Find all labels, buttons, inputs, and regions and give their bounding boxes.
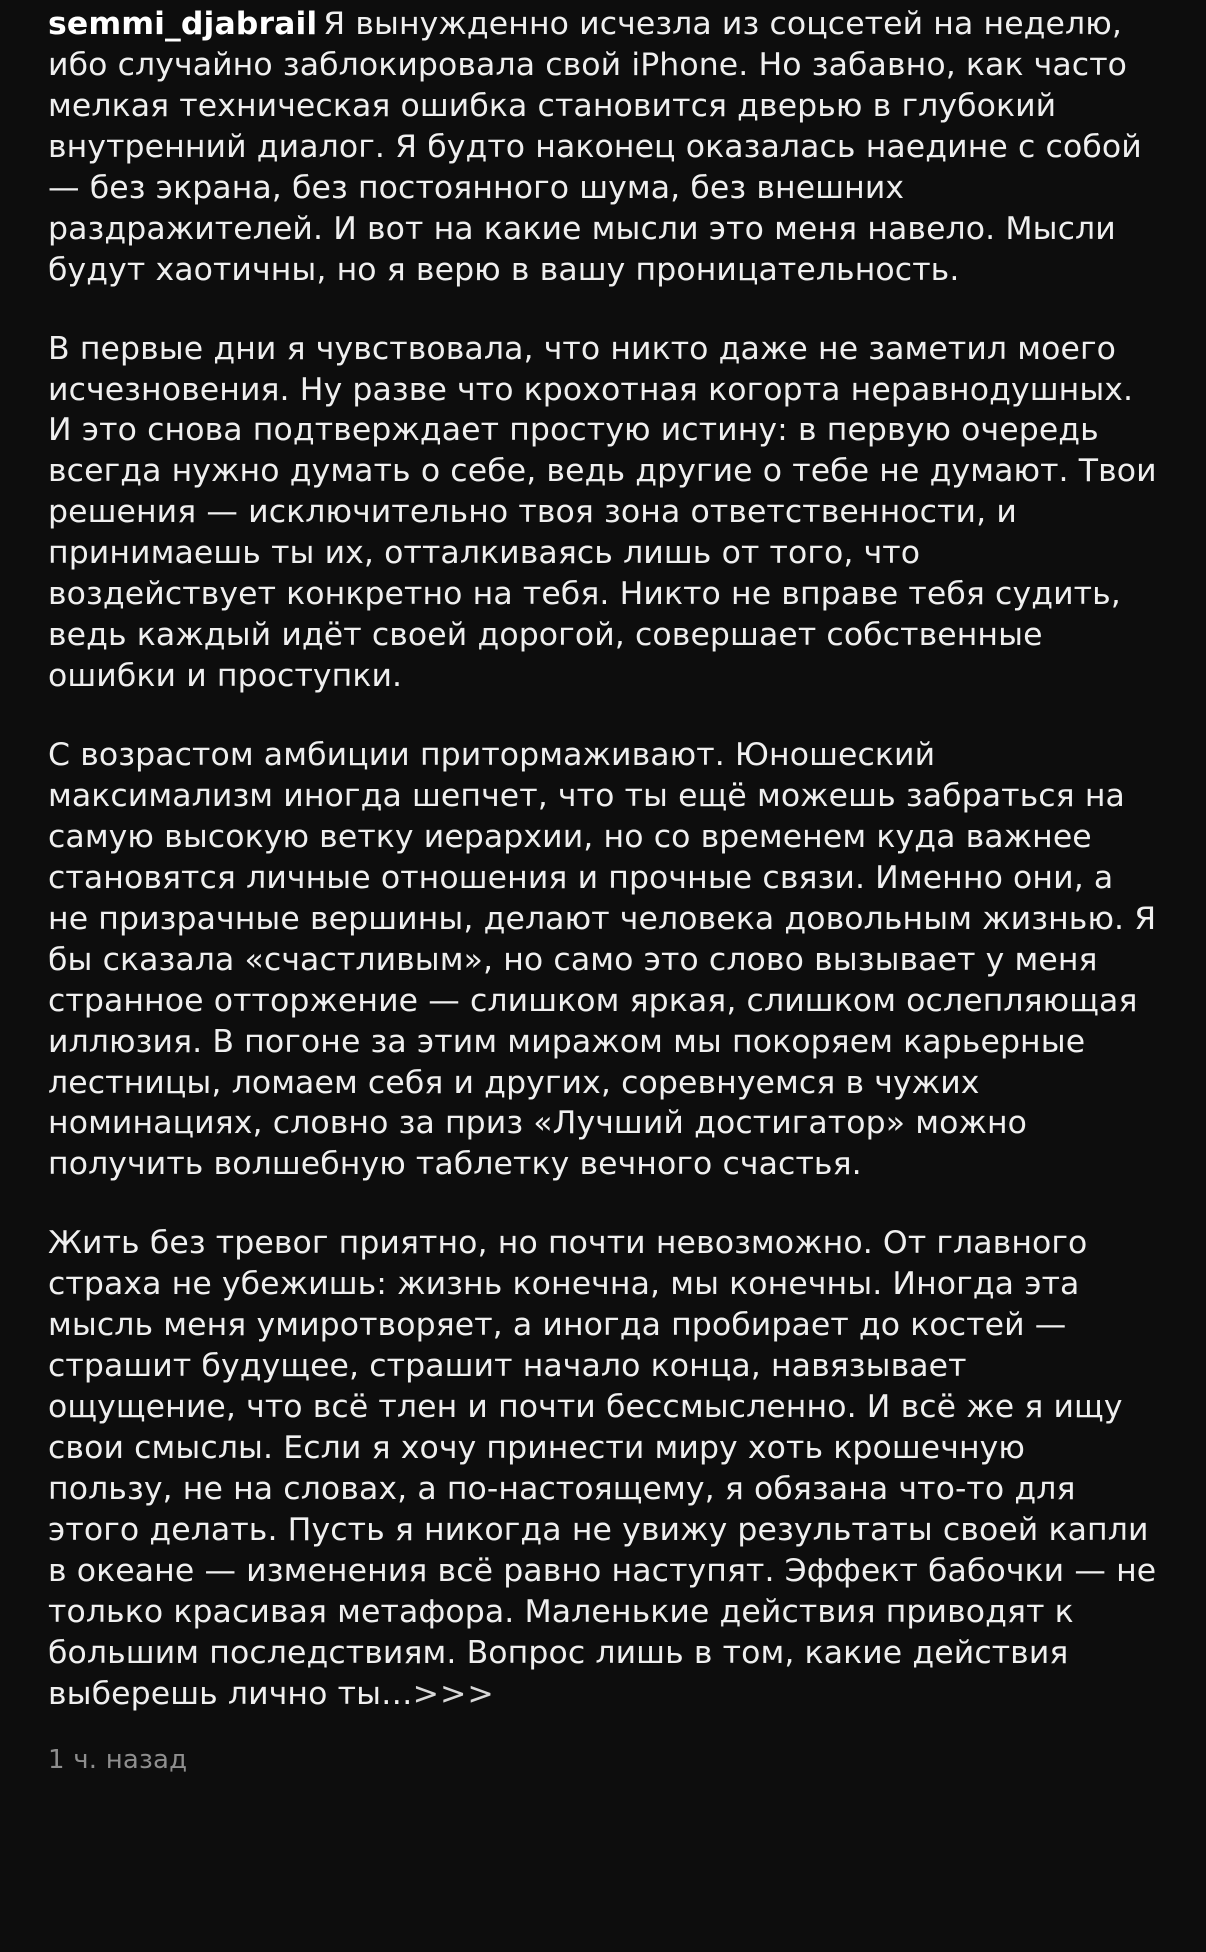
caption-paragraph-4: [48, 1223, 1167, 1714]
post-username[interactable]: semmi_djabrail: [48, 6, 318, 42]
timestamp-row: [48, 1745, 1158, 1801]
caption-paragraph-1: [48, 4, 1158, 291]
caption-paragraph-4-text: Жить без тревог приятно, но почти невозможно. От главного страха не убежишь: жизнь конечна, мы конечны. Иногда эта мысль меня умиротворяет, а иногда пробирает до костей — страшит будущее, страшит начало конца, навязывает ощущение, что всё тлен и почти бессмысленно. И всё же я ищу свои смыслы. Если я хочу принести миру хоть крошечную пользу, не на словах, а по-настоящему, я обязана что-то для этого делать. Пусть я никогда не увижу результаты своей капли в океане — изменения всё равно наступят. Эффект бабочки — не только красивая метафора. Маленькие действия приводят к большим последствиям. Вопрос лишь в том, какие действия выберешь лично ты…: [48, 1225, 1167, 1712]
see-more-button[interactable]: >>>: [412, 1675, 495, 1712]
bottom-spacer: [48, 1801, 1158, 1952]
caption-paragraph-1-text: Я вынужденно исчезла из соцсетей на неделю, ибо случайно заблокировала свой iPhone. Но забавно, как часто мелкая техническая ошибка становится дверью в глубокий внутренний диалог. Я будто наконец оказалась наедине с собой — без экрана, без постоянного шума, без внешних раздражителей. И вот на какие мысли это меня навело. Мысли будут хаотичны, но я верю в вашу проницательность.: [48, 6, 1152, 288]
caption-paragraph-3: С возрастом амбиции притормаживают. Юношеский максимализм иногда шепчет, что ты ещё можешь забраться на самую высокую ветку иерархии, но со временем куда важнее становятся личные отношения и прочные связи. Именно они, а не призрачные вершины, делают человека довольным жизнью. Я бы сказала «счастливым», но само это слово вызывает у меня странное отторжение — слишком яркая, слишком ослепляющая иллюзия. В погоне за этим миражом мы покоряем карьерные лестницы, ломаем себя и других, соревнуемся в чужих номинациях, словно за приз «Лучший достигатор» можно получить волшебную таблетку вечного счастья.: [48, 737, 1167, 1183]
caption-paragraph-2: В первые дни я чувствовала, что никто даже не заметил моего исчезновения. Ну разве что крохотная когорта неравнодушных. И это снова подтверждает простую истину: в первую очередь всегда нужно думать о себе, ведь другие о тебе не думают. Твои решения — исключительно твоя зона ответственности, и принимаешь ты их, отталкиваясь лишь от того, что воздействует конкретно на тебя. Никто не вправе тебя судить, ведь каждый идёт своей дорогой, совершает собственные ошибки и проступки.: [48, 330, 1167, 695]
post-caption: [48, 0, 1167, 1715]
post-timestamp: 1 ч. назад: [48, 1744, 188, 1775]
